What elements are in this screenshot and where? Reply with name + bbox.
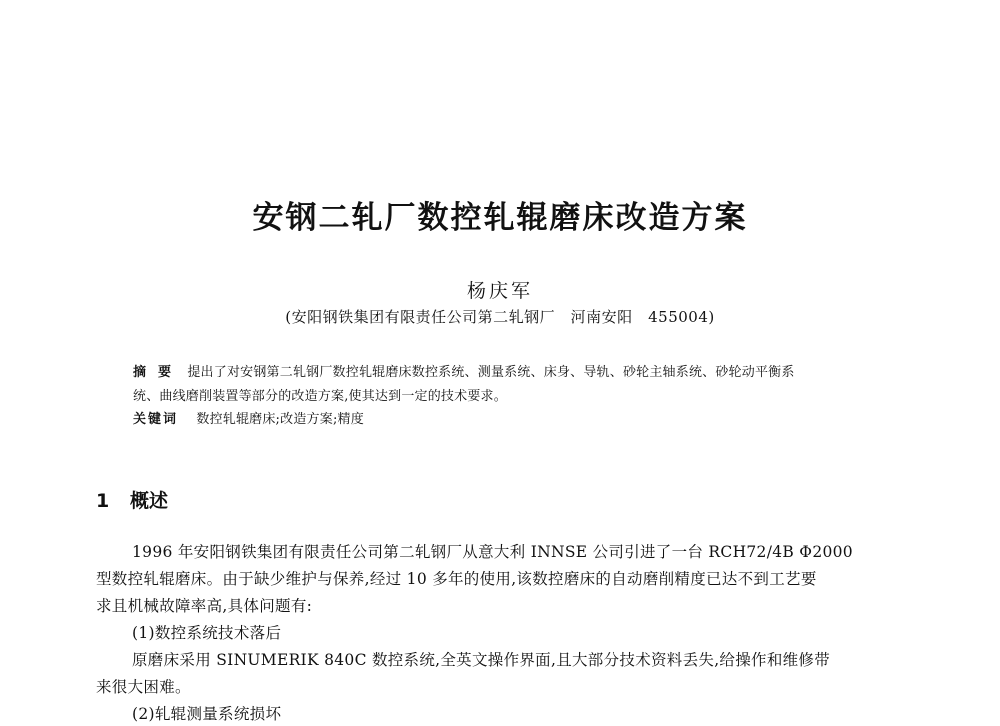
abstract-text-1: 提出了对安钢第二轧钢厂数控轧辊磨床数控系统、测量系统、床身、导轨、砂轮主轴系统、砂轮动平衡系 (187, 365, 795, 380)
paper-title: 安钢二轧厂数控轧辊磨床改造方案 (252, 200, 748, 236)
keywords-block (133, 408, 364, 427)
body-line: 型数控轧辊磨床。由于缺少维护与保养,经过 10 多年的使用,该数控磨床的自动磨削精度已达不到工艺要 (96, 570, 817, 588)
section-title: 概述 (130, 490, 169, 512)
abstract-line-2 (133, 385, 507, 404)
list-item-heading: (2)轧辊测量系统损坏 (132, 705, 282, 723)
author-affiliation: (安阳钢铁集团有限责任公司第二轧钢厂 河南安阳 455004) (285, 308, 715, 326)
body-line: 原磨床采用 SINUMERIK 840C 数控系统,全英文操作界面,且大部分技术资料丢失,给操作和维修带 (132, 651, 831, 669)
author-name: 杨庆军 (466, 280, 533, 302)
abstract-line-1 (133, 361, 795, 380)
section-heading (96, 486, 168, 513)
list-item-heading: (1)数控系统技术落后 (132, 624, 282, 642)
keywords-label: 关键词 (133, 412, 179, 427)
section-number: 1 (96, 490, 110, 512)
abstract-label: 摘要 (133, 365, 184, 380)
abstract-text-2: 统、曲线磨削装置等部分的改造方案,使其达到一定的技术要求。 (133, 389, 507, 404)
body-line: 求且机械故障率高,具体问题有: (96, 597, 313, 615)
body-line: 来很大困难。 (96, 678, 191, 696)
body-line: 1996 年安阳钢铁集团有限责任公司第二轧钢厂从意大利 INNSE 公司引进了一台 RCH72/4B Φ2000 (132, 543, 853, 561)
keywords-text: 数控轧辊磨床;改造方案;精度 (196, 412, 364, 427)
